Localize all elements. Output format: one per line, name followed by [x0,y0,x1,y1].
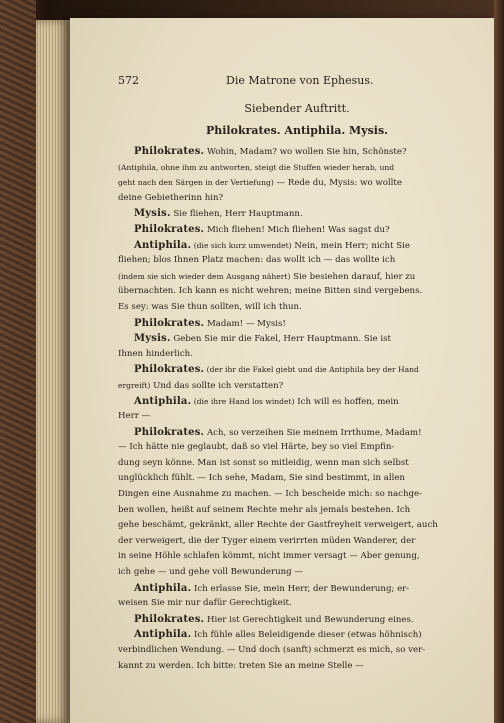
line-text: Sie besiehen darauf, hier zu [290,271,416,282]
text-line [118,144,478,160]
text-line [118,409,478,425]
line-text: Und das sollte ich verstatten? [150,380,284,391]
scene-title: Siebender Auftritt. [244,102,350,115]
line-text: Ich will es hoffen, mein [294,396,399,407]
text-line [118,503,478,519]
line-text: Mich fliehen! Mich fliehen! Was sagst du? [204,224,390,235]
line-text: deine Gebietherinn hin? [118,192,224,203]
text-line [118,534,478,550]
text-line [118,175,478,191]
line-text: gehe beschämt, gekränkt, aller Rechte der Gastfreyheit verweigert, auch [118,520,438,531]
text-line [118,643,478,659]
line-text: verbindlichen Wendung. — Und doch (sanft) schmerzt es mich, so ver- [118,645,426,655]
book-cover-edge [0,0,36,723]
stage-direction: (die ihre Hand los windet) [191,396,295,406]
speaker-name: Mysis. [134,333,171,345]
speaker-name: Antiphila. [134,239,192,251]
text-line [118,627,478,643]
text-line [118,316,478,332]
stage-direction: geht nach den Särgen in der Vertiefung) [118,178,274,188]
line-text: fliehen; blos Ihnen Platz machen: das wollt ich — das wollte ich [118,255,396,266]
text-line [118,581,478,597]
text-line [118,425,478,441]
line-text: — Ich hätte nie geglaubt, daß so viel Härte, bey so viel Empfin- [118,442,395,453]
line-text: Es sey: was Sie thun sollten, will ich thun. [118,301,302,312]
text-line [118,596,478,612]
text-line [118,347,478,363]
text-line [118,471,478,487]
page-header [118,74,478,90]
speaker-name: Philokrates. [134,426,205,438]
text-line [118,565,478,581]
text-line [118,206,478,222]
line-text: übernachten. Ich kann es nicht wehren; meine Bitten sind vergebens. [118,286,423,297]
speaker-name: Philokrates. [134,223,205,235]
text-line [118,238,478,254]
line-text: Ach, so verzeihen Sie meinem Irrthume, Madam! [204,427,422,438]
line-text: kannt zu werden. Ich bitte: treten Sie an meine Stelle — [118,660,364,671]
page-gutter [36,20,70,723]
speaker-name: Antiphila. [134,582,192,594]
text-line [118,659,478,675]
text-line [118,394,478,410]
stage-direction: (indem sie sich wieder dem Ausgang nähert) [118,271,291,281]
line-text: Dingen eine Ausnahme zu machen. — Ich bescheide mich: so nachge- [118,489,423,500]
line-text: der verweigert, die der Tyger einem verirrten müden Wanderer, der [118,535,416,546]
text-line [118,269,478,285]
line-text: Ihnen hinderlich. [118,348,193,359]
dialogue-text [118,144,478,674]
stage-direction: (Antiphila, ohne ihm zu antworten, steigt die Stuffen wieder herab, und [118,162,395,172]
text-line [118,300,478,316]
text-line [118,440,478,456]
line-text: Madam! — Mysis! [204,318,286,329]
text-line [118,160,478,176]
line-text: — Rede du, Mysis: wo wollte [273,178,402,189]
line-text: Ich fühle alles Beleidigende dieser (etwas höhnisch) [191,630,422,641]
text-line [118,378,478,394]
text-line [118,456,478,472]
text-line [118,253,478,269]
speaker-name: Philokrates. [134,146,205,157]
text-line [118,612,478,628]
text-line [118,362,478,378]
text-line [118,549,478,565]
line-text: ich gehe — und gehe voll Bewunderung — [118,567,304,578]
line-text: Wohin, Madam? wo wollen Sie hin, Schönste? [204,147,407,157]
text-line [118,222,478,238]
speaker-name: Philokrates. [134,613,205,625]
cast-list: Philokrates. Antiphila. Mysis. [205,124,389,137]
stage-direction: ergreift) [118,380,151,390]
running-title: Die Matrone von Ephesus. [226,74,374,87]
speaker-name: Mysis. [134,208,171,220]
text-line [118,284,478,300]
text-line [118,331,478,347]
line-text: weisen Sie mir nur dafür Gerechtigkeit. [118,598,292,609]
line-text: Hier ist Gerechtigkeit und Bewunderung eines. [204,614,414,625]
speaker-name: Antiphila. [134,395,192,407]
speaker-name: Antiphila. [134,629,192,641]
stage-direction: (der ihr die Fakel giebt und die Antiphila bey der Hand [204,365,419,375]
line-text: Herr — [118,411,151,422]
text-line [118,191,478,207]
line-text: Nein, mein Herr; nicht Sie [291,240,410,251]
line-text: ben wollen, heißt auf seinem Rechte mehr als jemals bestehen. Ich [118,504,411,515]
speaker-name: Philokrates. [134,317,205,329]
line-text: Geben Sie mir die Fakel, Herr Hauptmann. Sie ist [170,334,391,345]
line-text: in seine Höhle schlafen kömmt, nicht immer versagt — Aber genung, [118,551,420,562]
text-line [118,487,478,503]
book-right-edge [494,0,504,723]
line-text: Sie fliehen, Herr Hauptmann. [170,209,303,220]
line-text: dung seyn könne. Man ist sonst so mitleidig, wenn man sich selbst [118,457,409,468]
speaker-name: Philokrates. [134,364,205,376]
stage-direction: (die sich kurz umwendet) [191,240,292,250]
text-line [118,518,478,534]
line-text: unglücklich fühlt. — Ich sehe, Madam, Sie sind bestimmt, in allen [118,473,405,484]
page-number: 572 [118,74,139,87]
line-text: Ich erlasse Sie, mein Herr, der Bewunderung; er- [191,583,410,594]
